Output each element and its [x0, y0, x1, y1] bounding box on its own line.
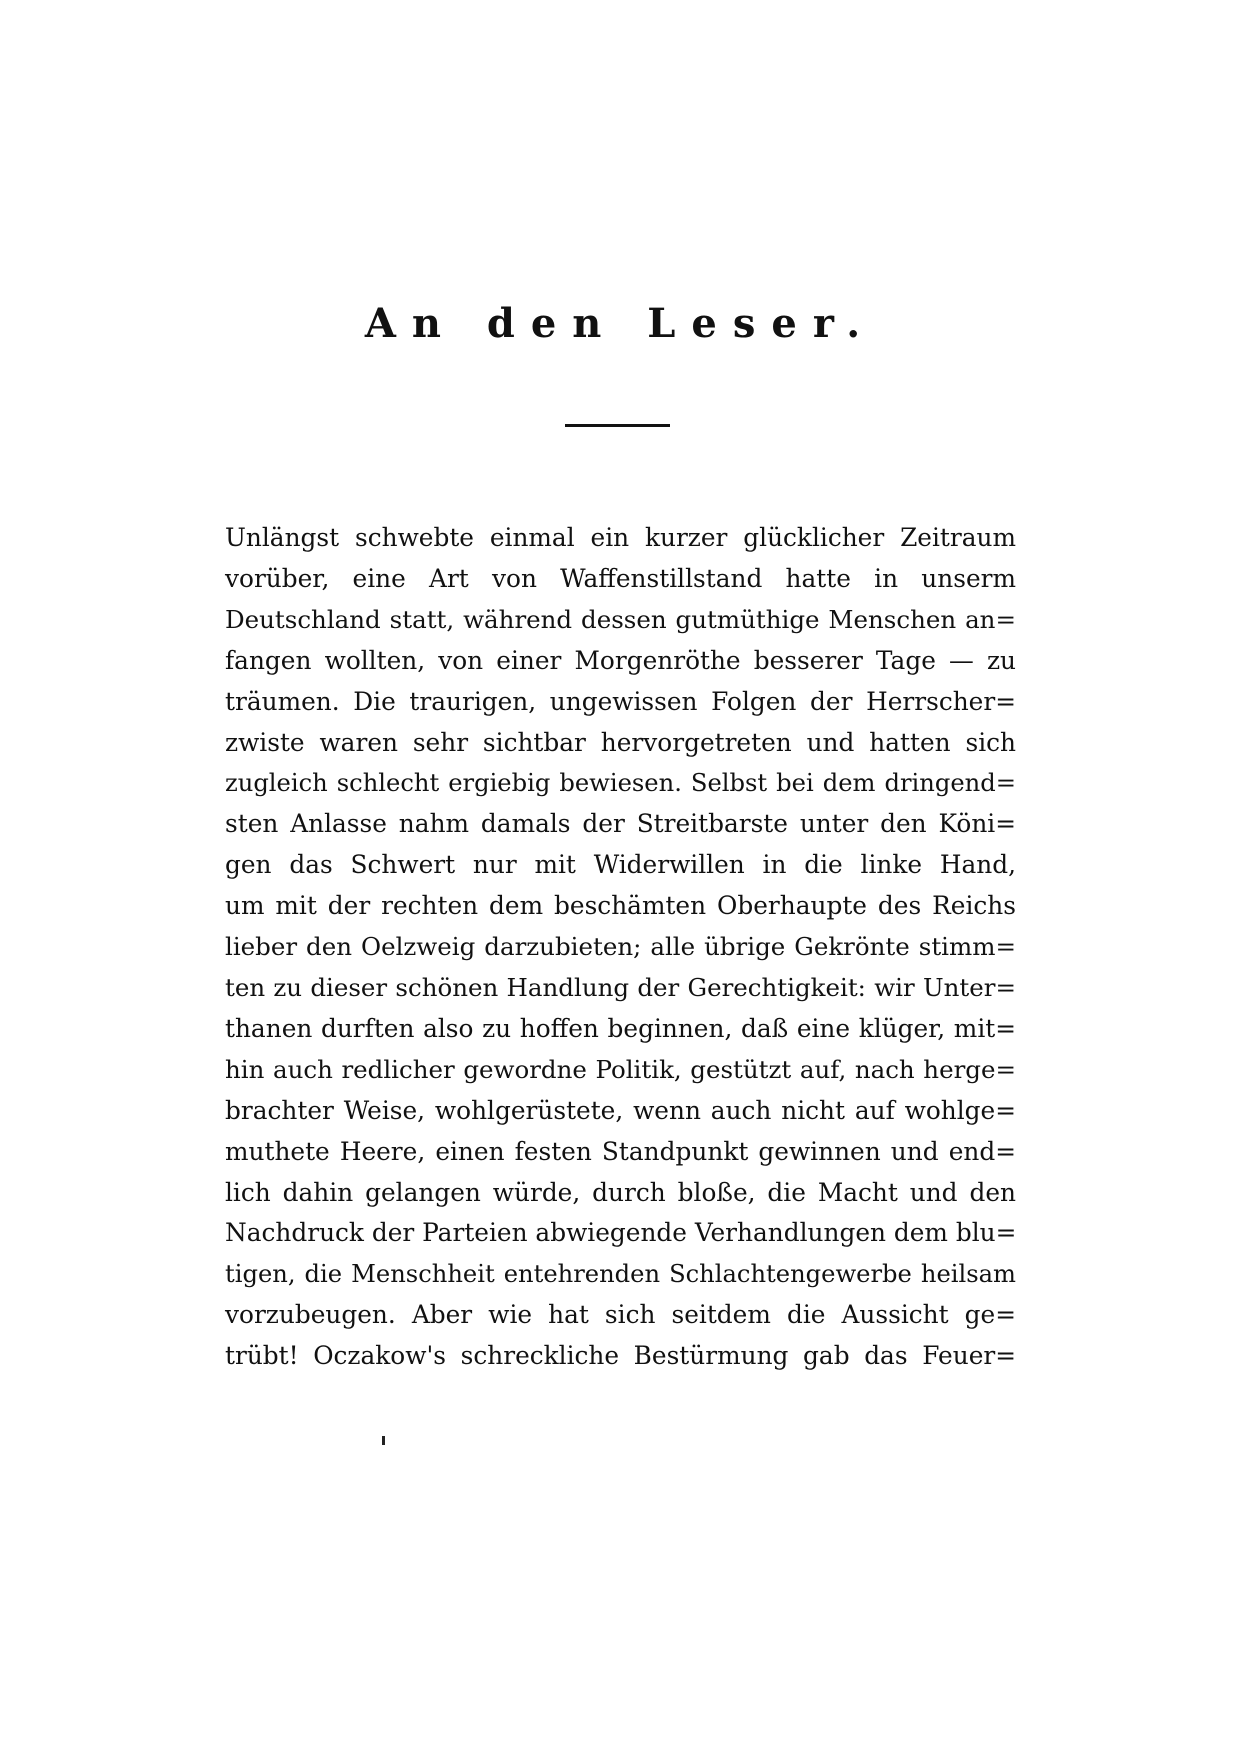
text-line: gen das Schwert nur mit Widerwillen in die linke Hand, [225, 850, 1016, 880]
text-line: träumen. Die traurigen, ungewissen Folgen der Herrscher= [225, 686, 1016, 716]
title-divider [565, 424, 670, 427]
page-title: An den Leser. [364, 300, 877, 347]
print-mark [382, 1436, 385, 1445]
text-line: brachter Weise, wohlgerüstete, wenn auch nicht auf wohlge= [225, 1095, 1016, 1125]
body-paragraph [225, 518, 1016, 1377]
text-line: Nachdruck der Parteien abwiegende Verhandlungen dem blu= [225, 1218, 1017, 1248]
text-line: sten Anlasse nahm damals der Streitbarste unter den Köni= [225, 809, 1016, 839]
text-line: zugleich schlecht ergiebig bewiesen. Selbst bei dem dringend= [225, 769, 1016, 798]
text-line: vorzubeugen. Aber wie hat sich seitdem die Aussicht ge= [225, 1300, 1016, 1330]
text-line: thanen durften also zu hoffen beginnen, daß eine klüger, mit= [225, 1013, 1016, 1043]
text-line: tigen, die Menschheit entehrenden Schlachtengewerbe heilsam [225, 1260, 1016, 1289]
text-line: trübt! Oczakow's schreckliche Bestürmung gab das Feuer= [225, 1341, 1016, 1371]
text-line: lich dahin gelangen würde, durch bloße, die Macht und den [225, 1177, 1016, 1207]
text-line: zwiste waren sehr sichtbar hervorgetreten und hatten sich [225, 727, 1016, 757]
text-line: ten zu dieser schönen Handlung der Gerechtigkeit: wir Unter= [225, 972, 1016, 1002]
text-line: fangen wollten, von einer Morgenröthe besserer Tage — zu [225, 645, 1016, 675]
text-line: Unlängst schwebte einmal ein kurzer glücklicher Zeitraum [225, 523, 1016, 552]
text-line: Deutschland statt, während dessen gutmüthige Menschen an= [225, 604, 1016, 634]
text-line: vorüber, eine Art von Waffenstillstand hatte in unserm [225, 563, 1016, 593]
text-line: hin auch redlicher gewordne Politik, gestützt auf, nach herge= [225, 1054, 1016, 1084]
text-line: muthete Heere, einen festen Standpunkt gewinnen und end= [225, 1136, 1016, 1166]
text-line: lieber den Oelzweig darzubieten; alle übrige Gekrönte stimm= [225, 932, 1016, 962]
text-line: um mit der rechten dem beschämten Oberhaupte des Reichs [225, 891, 1016, 921]
